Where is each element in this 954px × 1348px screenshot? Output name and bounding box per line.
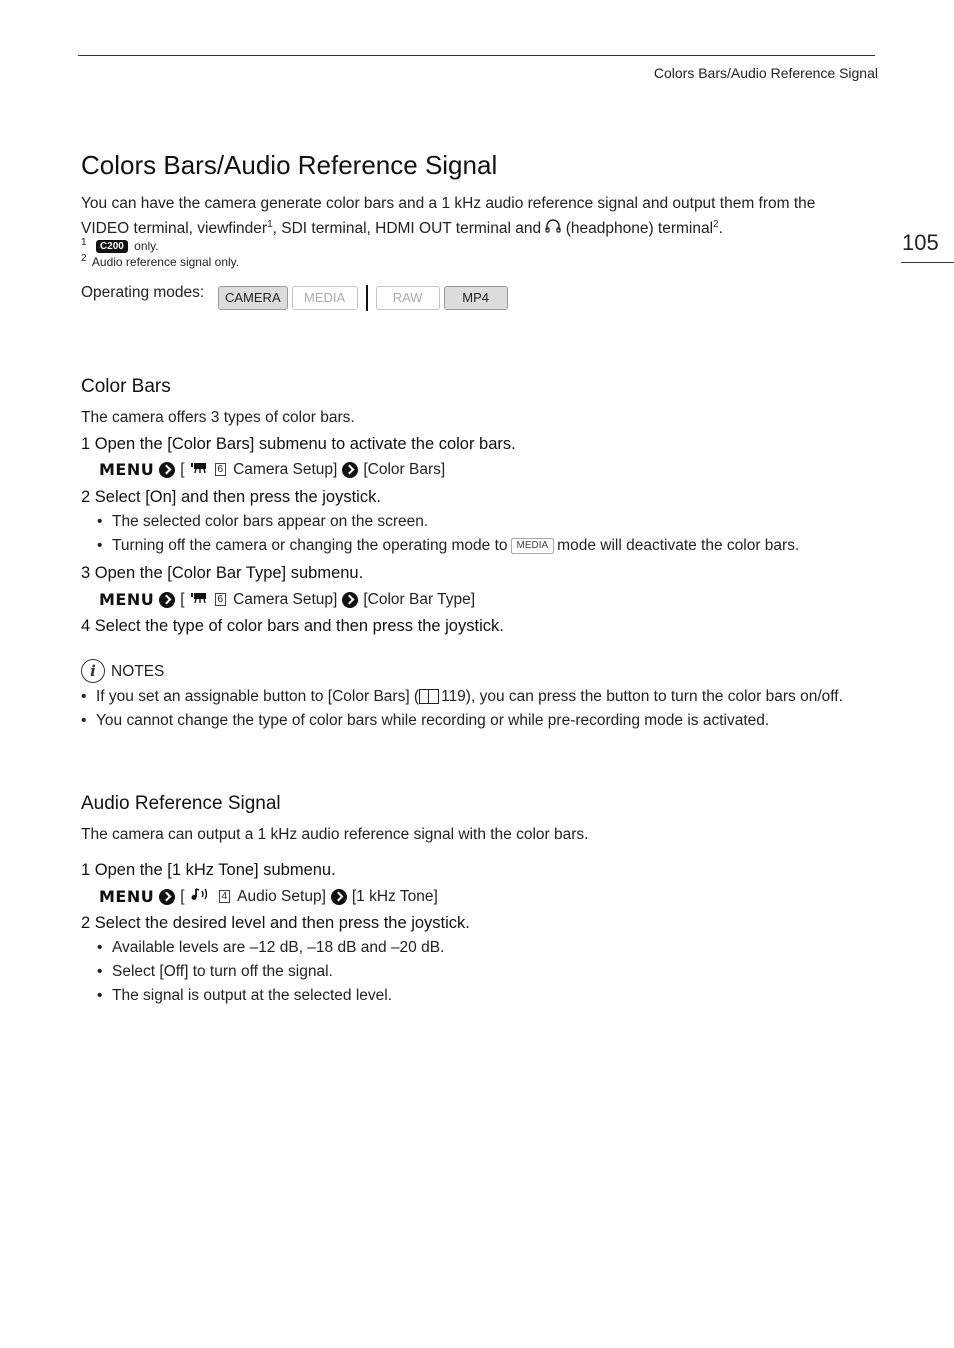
book-icon — [419, 689, 439, 704]
footnote-1: $^1$ C200 only. — [81, 237, 159, 253]
info-icon: i — [81, 659, 105, 683]
color-bars-intro: The camera offers 3 types of color bars. — [81, 409, 355, 426]
media-mode-badge: MEDIA — [511, 538, 555, 554]
menu-page-number: 4 — [219, 890, 231, 903]
running-title: Colors Bars/Audio Reference Signal — [653, 65, 878, 81]
color-bars-step-2: 2 Select [On] and then press the joystick. — [81, 488, 381, 506]
mode-separator — [366, 285, 368, 311]
audio-ref-step-2: 2 Select the desired level and then press the joystick. — [81, 914, 470, 932]
page-number: 105 — [902, 230, 939, 255]
menu-icon: MENU — [99, 887, 155, 906]
color-bars-bullet-2: • Turning off the camera or changing the operating mode to MEDIA mode will deactivate the color bars. — [112, 537, 799, 555]
color-bars-step-3: 3 Open the [Color Bar Type] submenu. — [81, 564, 364, 582]
color-bars-step-4: 4 Select the type of color bars and then press the joystick. — [81, 617, 504, 635]
c200-badge: C200 — [96, 240, 128, 253]
color-bars-step-1-path: MENU [ 6 Camera Setup] [Color Bars] — [99, 460, 446, 479]
audio-ref-step-1-path: MENU [ 4 Audio Setup] [1 kHz Tone] — [99, 887, 438, 906]
page-title: Colors Bars/Audio Reference Signal — [81, 150, 498, 180]
arrow-icon — [159, 889, 175, 905]
intro-line-1: You can have the camera generate color bars and a 1 kHz audio reference signal and output them from the — [81, 195, 816, 212]
audio-setup-icon — [190, 887, 212, 906]
audio-ref-intro: The camera can output a 1 kHz audio reference signal with the color bars. — [81, 826, 589, 843]
color-bars-bullet-1: • The selected color bars appear on the screen. — [112, 513, 428, 531]
mode-raw-badge: RAW — [376, 286, 440, 310]
audio-ref-bullet-1: • Available levels are –12 dB, –18 dB and –20 dB. — [112, 939, 444, 957]
mode-mp4-badge: MP4 — [444, 286, 508, 310]
mode-media-badge: MEDIA — [292, 286, 358, 310]
audio-ref-bullet-3: • The signal is output at the selected level. — [112, 987, 392, 1005]
menu-page-number: 6 — [215, 593, 227, 606]
notes-heading: i NOTES — [81, 659, 164, 683]
arrow-icon — [342, 462, 358, 478]
audio-ref-bullet-2: • Select [Off] to turn off the signal. — [112, 963, 333, 981]
mode-camera-badge: CAMERA — [218, 286, 288, 310]
note-1: • If you set an assignable button to [Color Bars] ( 119), you can press the button to turn the color bars on/off. — [96, 688, 843, 706]
camera-setup-icon — [190, 590, 208, 609]
menu-page-number: 6 — [215, 463, 227, 476]
header-rule — [78, 55, 875, 56]
arrow-icon — [331, 889, 347, 905]
headphone-icon — [545, 220, 565, 237]
menu-icon: MENU — [99, 590, 155, 609]
intro-line-2: VIDEO terminal, viewfinder$^1$, SDI terminal, HDMI OUT terminal and (headphone) terminal$^2$. — [81, 219, 723, 238]
section-heading-audio-reference: Audio Reference Signal — [81, 793, 281, 814]
note-2: • You cannot change the type of color bars while recording or while pre-recording mode is activated. — [96, 712, 769, 730]
camera-setup-icon — [190, 460, 208, 479]
operating-modes-badges — [218, 285, 508, 311]
section-heading-color-bars: Color Bars — [81, 376, 171, 397]
color-bars-step-1: 1 Open the [Color Bars] submenu to activate the color bars. — [81, 435, 516, 453]
operating-modes-label: Operating modes: — [81, 284, 205, 301]
arrow-icon — [342, 592, 358, 608]
color-bars-step-3-path: MENU [ 6 Camera Setup] [Color Bar Type] — [99, 590, 476, 609]
footnote-2: $^2$ Audio reference signal only. — [81, 253, 240, 269]
menu-icon: MENU — [99, 460, 155, 479]
intro-paragraph — [81, 193, 871, 239]
arrow-icon — [159, 592, 175, 608]
audio-ref-step-1: 1 Open the [1 kHz Tone] submenu. — [81, 861, 336, 879]
arrow-icon — [159, 462, 175, 478]
page-number-rule — [901, 262, 954, 263]
